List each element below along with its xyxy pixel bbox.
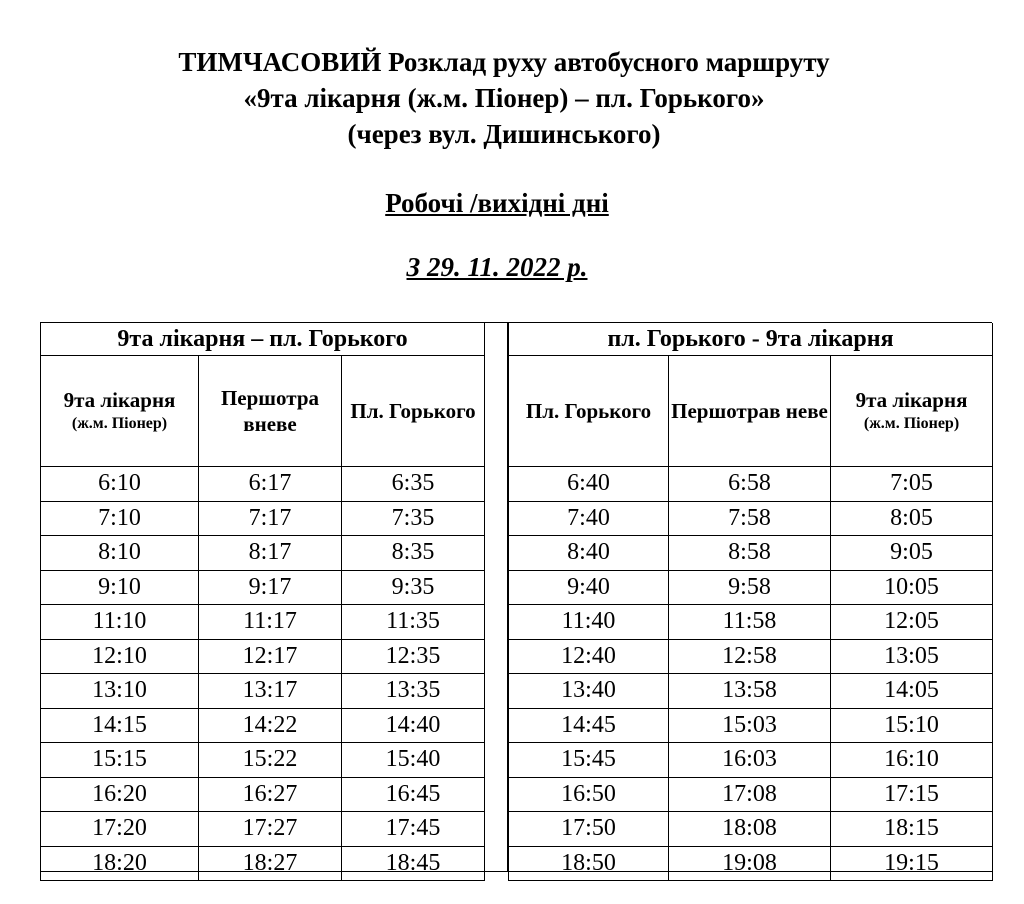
time-cell: 17:50 — [509, 812, 669, 847]
time-cell: 13:05 — [831, 639, 993, 674]
table-row — [41, 708, 485, 743]
table-row — [509, 812, 993, 847]
time-cell: 7:40 — [509, 501, 669, 536]
time-cell: 15:03 — [669, 708, 831, 743]
table-row — [41, 605, 485, 640]
table-row — [41, 536, 485, 571]
time-cell: 12:58 — [669, 639, 831, 674]
time-cell: 16:10 — [831, 743, 993, 778]
column-header — [199, 356, 342, 467]
time-cell: 15:10 — [831, 708, 993, 743]
column-title: Пл. Горького — [350, 399, 476, 423]
time-cell: 14:22 — [199, 708, 342, 743]
table-row — [509, 536, 993, 571]
table-row — [41, 501, 485, 536]
table-row — [41, 812, 485, 847]
table-row — [509, 743, 993, 778]
time-cell: 6:17 — [199, 467, 342, 502]
column-header — [41, 356, 199, 467]
time-cell: 18:45 — [342, 846, 485, 881]
effective-date: З 29. 11. 2022 р. — [406, 252, 588, 282]
schedule-title: ТИМЧАСОВИЙ Розклад руху автобусного маршруту — [178, 47, 830, 77]
time-cell: 14:05 — [831, 674, 993, 709]
time-cell: 17:45 — [342, 812, 485, 847]
time-cell: 11:35 — [342, 605, 485, 640]
column-title: Пл. Горького — [525, 399, 652, 423]
table-row — [509, 708, 993, 743]
table-row — [509, 777, 993, 812]
table-row — [41, 777, 485, 812]
time-cell: 9:35 — [342, 570, 485, 605]
time-cell: 10:05 — [831, 570, 993, 605]
time-cell: 12:17 — [199, 639, 342, 674]
time-cell: 18:20 — [41, 846, 199, 881]
time-cell: 11:17 — [199, 605, 342, 640]
table-row — [41, 846, 485, 881]
column-subtitle: (ж.м. Піонер) — [863, 415, 960, 432]
time-cell: 16:20 — [41, 777, 199, 812]
table-row — [509, 605, 993, 640]
time-cell: 6:58 — [669, 467, 831, 502]
timetable-right — [508, 323, 993, 881]
time-cell: 9:40 — [509, 570, 669, 605]
time-cell: 7:35 — [342, 501, 485, 536]
time-cell: 18:08 — [669, 812, 831, 847]
column-header — [831, 356, 993, 467]
time-cell: 13:17 — [199, 674, 342, 709]
column-title: Першотрав неве — [671, 399, 828, 423]
route-name: «9та лікарня (ж.м. Піонер) – пл. Горького» — [243, 83, 765, 113]
days-label: Робочі /вихідні дні — [385, 188, 609, 218]
table-row — [509, 467, 993, 502]
time-cell: 18:50 — [509, 846, 669, 881]
time-cell: 6:35 — [342, 467, 485, 502]
time-cell: 14:40 — [342, 708, 485, 743]
table-row — [41, 570, 485, 605]
table-row — [41, 467, 485, 502]
table-row — [509, 846, 993, 881]
time-cell: 11:40 — [509, 605, 669, 640]
time-cell: 7:05 — [831, 467, 993, 502]
table-row — [41, 674, 485, 709]
time-cell: 17:15 — [831, 777, 993, 812]
time-cell: 16:27 — [199, 777, 342, 812]
time-cell: 12:35 — [342, 639, 485, 674]
table-row — [41, 639, 485, 674]
table-row — [509, 674, 993, 709]
time-cell: 7:17 — [199, 501, 342, 536]
time-cell: 8:40 — [509, 536, 669, 571]
time-cell: 12:40 — [509, 639, 669, 674]
direction-header: 9та лікарня – пл. Горького — [41, 323, 485, 356]
time-cell: 7:10 — [41, 501, 199, 536]
time-cell: 18:15 — [831, 812, 993, 847]
timetable-left — [40, 323, 485, 881]
time-cell: 6:40 — [509, 467, 669, 502]
time-cell: 19:15 — [831, 846, 993, 881]
time-cell: 13:35 — [342, 674, 485, 709]
column-title: 9та лікарня — [855, 388, 968, 412]
time-cell: 18:27 — [199, 846, 342, 881]
time-cell: 9:17 — [199, 570, 342, 605]
time-cell: 16:45 — [342, 777, 485, 812]
column-title: 9та лікарня — [63, 388, 176, 412]
direction-header: пл. Горького - 9та лікарня — [509, 323, 993, 356]
time-cell: 7:58 — [669, 501, 831, 536]
table-row — [41, 743, 485, 778]
time-cell: 15:40 — [342, 743, 485, 778]
time-cell: 15:22 — [199, 743, 342, 778]
table-row — [509, 570, 993, 605]
timetable — [40, 322, 992, 876]
time-cell: 17:27 — [199, 812, 342, 847]
time-cell: 8:35 — [342, 536, 485, 571]
time-cell: 16:50 — [509, 777, 669, 812]
column-header — [669, 356, 831, 467]
column-title: Першотра вневе — [220, 386, 320, 436]
time-cell: 15:45 — [509, 743, 669, 778]
time-cell: 8:17 — [199, 536, 342, 571]
table-divider — [484, 323, 508, 871]
time-cell: 9:05 — [831, 536, 993, 571]
time-cell: 15:15 — [41, 743, 199, 778]
time-cell: 12:10 — [41, 639, 199, 674]
time-cell: 14:15 — [41, 708, 199, 743]
table-row — [509, 639, 993, 674]
column-header — [509, 356, 669, 467]
time-cell: 8:05 — [831, 501, 993, 536]
time-cell: 6:10 — [41, 467, 199, 502]
time-cell: 9:58 — [669, 570, 831, 605]
time-cell: 13:40 — [509, 674, 669, 709]
time-cell: 13:10 — [41, 674, 199, 709]
time-cell: 13:58 — [669, 674, 831, 709]
time-cell: 8:10 — [41, 536, 199, 571]
time-cell: 19:08 — [669, 846, 831, 881]
route-via: (через вул. Дишинського) — [347, 119, 661, 149]
time-cell: 11:58 — [669, 605, 831, 640]
time-cell: 17:08 — [669, 777, 831, 812]
time-cell: 8:58 — [669, 536, 831, 571]
column-subtitle: (ж.м. Піонер) — [71, 415, 168, 432]
time-cell: 12:05 — [831, 605, 993, 640]
time-cell: 11:10 — [41, 605, 199, 640]
time-cell: 9:10 — [41, 570, 199, 605]
time-cell: 17:20 — [41, 812, 199, 847]
time-cell: 14:45 — [509, 708, 669, 743]
column-header — [342, 356, 485, 467]
table-row — [509, 501, 993, 536]
time-cell: 16:03 — [669, 743, 831, 778]
